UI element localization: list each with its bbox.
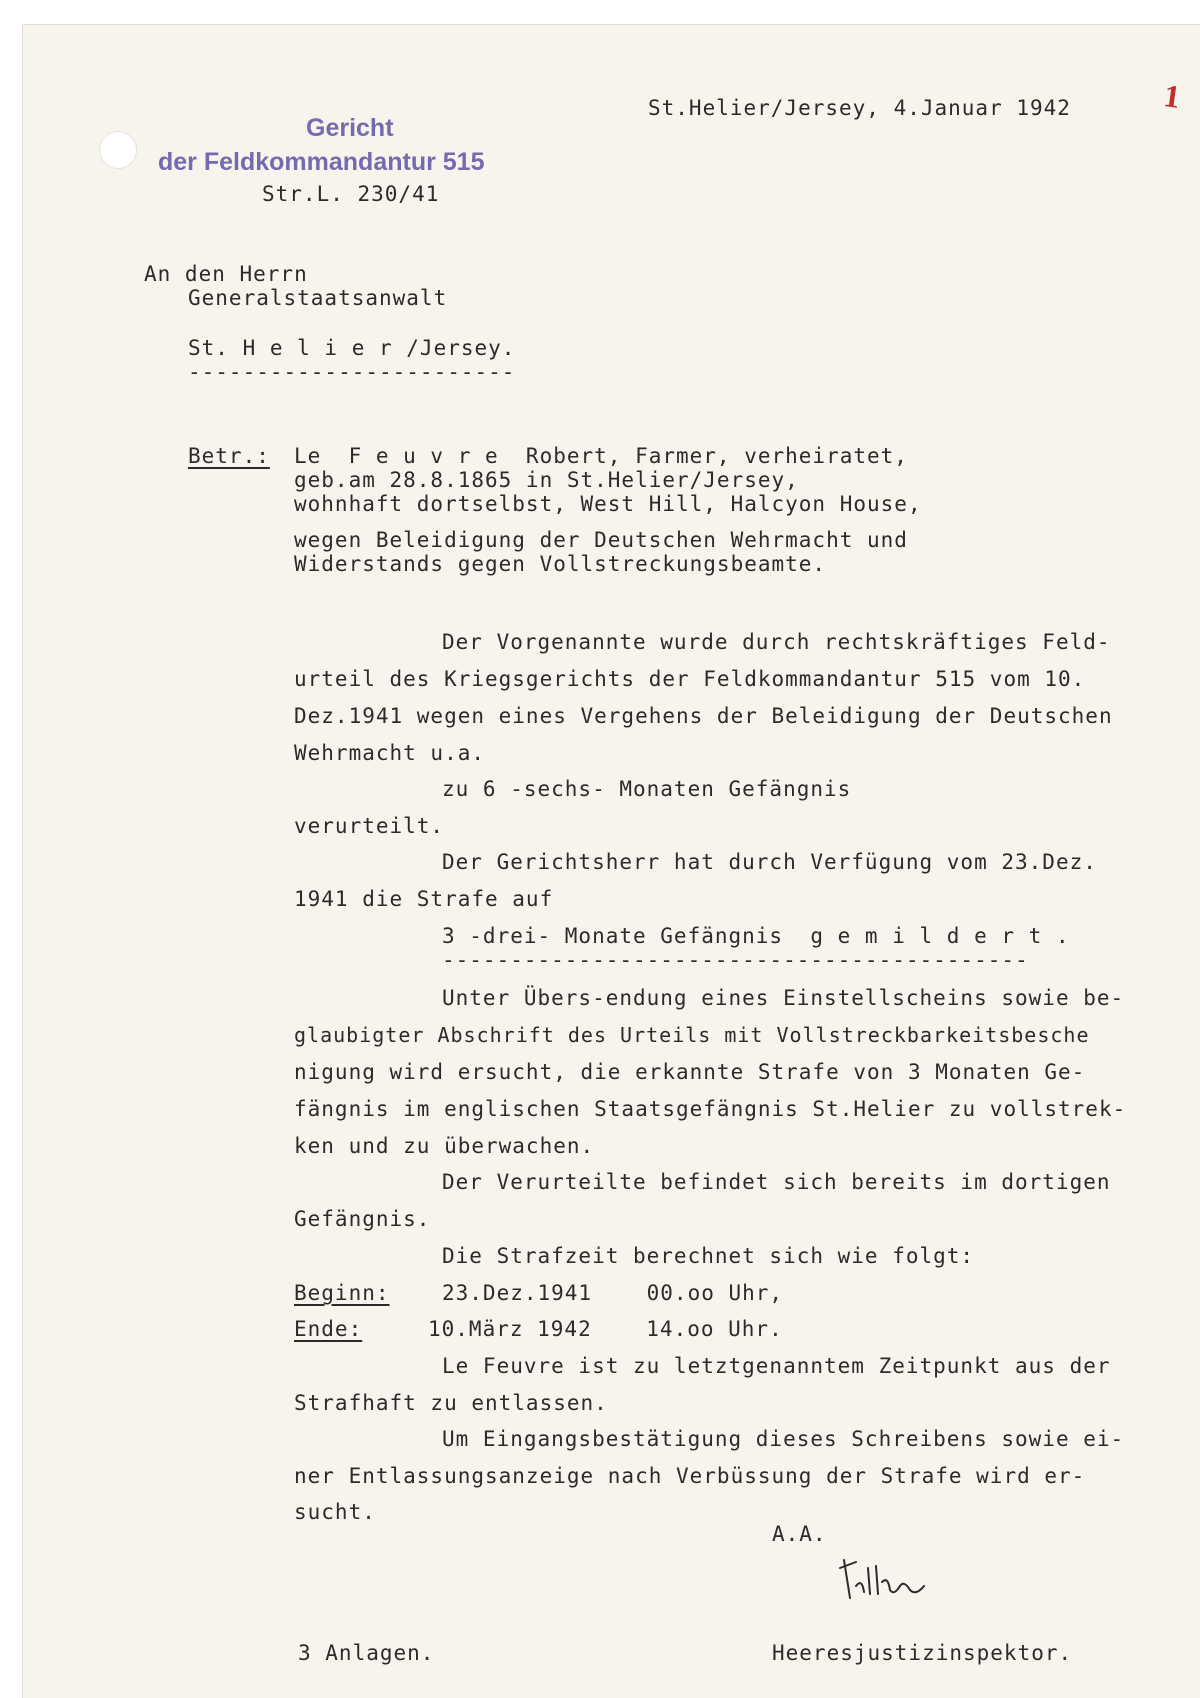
subject-line2: geb.am 28.8.1865 in St.Helier/Jersey, [294, 468, 799, 492]
body-p2-dashes: ------------------------------------------- [442, 948, 1029, 972]
body-p2-line2: 1941 die Strafe auf [294, 887, 554, 911]
body-p3-line5: ken und zu überwachen. [294, 1134, 595, 1158]
subject-line3: wohnhaft dortselbst, West Hill, Halcyon House, [294, 492, 922, 516]
handwritten-signature [838, 1556, 938, 1602]
subject-label: Betr.: [188, 444, 270, 468]
begin-value: 23.Dez.1941 00.oo Uhr, [442, 1281, 784, 1305]
body-p3-line1: Unter Übers-endung eines Einstellscheins sowie be- [442, 986, 1125, 1010]
end-label: Ende: [294, 1317, 363, 1341]
court-stamp-line1: Gericht [306, 114, 394, 142]
body-p6-line1: Le Feuvre ist zu letztgenanntem Zeitpunkt aus der [442, 1354, 1111, 1378]
red-pencil-mark: 1 [1161, 77, 1183, 115]
body-p1-line1: Der Vorgenannte wurde durch rechtskräftiges Feld- [442, 630, 1111, 654]
body-p1-line5: zu 6 -sechs- Monaten Gefängnis [442, 777, 852, 801]
body-p1-line3: Dez.1941 wegen eines Vergehens der Beleidigung der Deutschen [294, 704, 1113, 728]
reference-number: Str.L. 230/41 [262, 182, 440, 206]
addressee-line3: St. H e l i e r /Jersey. [188, 336, 516, 360]
body-p6-line2: Strafhaft zu entlassen. [294, 1391, 608, 1415]
addressee-line1: An den Herrn [144, 262, 308, 286]
addressee-underline: ------------------------ [188, 360, 516, 384]
body-p3-line4: fängnis im englischen Staatsgefängnis St.Helier zu vollstrek- [294, 1097, 1127, 1121]
closing-aa: A.A. [772, 1522, 827, 1546]
body-p4-line2: Gefängnis. [294, 1207, 431, 1231]
subject-line5: Widerstands gegen Vollstreckungsbeamte. [294, 552, 827, 576]
place-date: St.Helier/Jersey, 4.Januar 1942 [648, 96, 1071, 120]
body-p7-line3: sucht. [294, 1500, 376, 1524]
subject-line4: wegen Beleidigung der Deutschen Wehrmacht und [294, 528, 908, 552]
body-p1-line2: urteil des Kriegsgerichts der Feldkommandantur 515 vom 10. [294, 667, 1086, 691]
body-p3-line3: nigung wird ersucht, die erkannte Strafe von 3 Monaten Ge- [294, 1060, 1086, 1084]
end-value: 10.März 1942 14.oo Uhr. [428, 1317, 783, 1341]
punch-hole [99, 131, 137, 169]
enclosures: 3 Anlagen. [298, 1641, 435, 1665]
addressee-line2: Generalstaatsanwalt [188, 286, 448, 310]
begin-label: Beginn: [294, 1281, 390, 1305]
body-p2-line3: 3 -drei- Monate Gefängnis g e m i l d e r t . [442, 924, 1070, 948]
body-p1-line4: Wehrmacht u.a. [294, 741, 486, 765]
subject-line1: Le F e u v r e Robert, Farmer, verheiratet, [294, 444, 908, 468]
body-p2-line1: Der Gerichtsherr hat durch Verfügung vom 23.Dez. [442, 850, 1097, 874]
body-p5-line1: Die Strafzeit berechnet sich wie folgt: [442, 1244, 975, 1268]
court-stamp-line2: der Feldkommandantur 515 [158, 148, 485, 176]
body-p3-line2: glaubigter Abschrift des Urteils mit Vollstreckbarkeitsbesche [294, 1023, 1090, 1047]
body-p4-line1: Der Verurteilte befindet sich bereits im dortigen [442, 1170, 1111, 1194]
body-p7-line2: ner Entlassungsanzeige nach Verbüssung der Strafe wird er- [294, 1464, 1086, 1488]
signatory-title: Heeresjustizinspektor. [772, 1641, 1073, 1665]
body-p7-line1: Um Eingangsbestätigung dieses Schreibens sowie ei- [442, 1427, 1125, 1451]
body-p1-line6: verurteilt. [294, 814, 445, 838]
